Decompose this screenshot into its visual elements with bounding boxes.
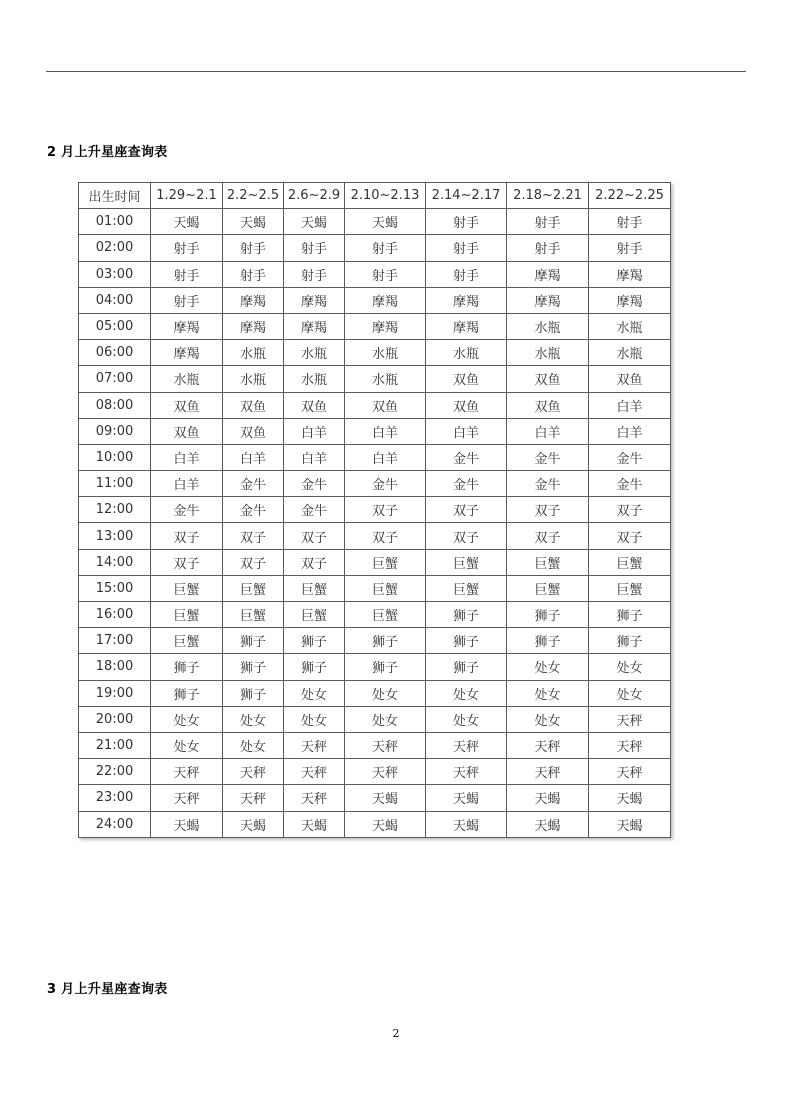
- birth-time-cell: 09:00: [79, 418, 151, 444]
- ascendant-sign-cell: 金牛: [284, 471, 345, 497]
- ascendant-sign-cell: 水瓶: [426, 340, 507, 366]
- table-row: [79, 811, 671, 837]
- ascendant-sign-cell: 狮子: [426, 602, 507, 628]
- ascendant-sign-cell: 摩羯: [507, 261, 589, 287]
- table-row: [79, 654, 671, 680]
- table-row: [79, 575, 671, 601]
- ascendant-sign-cell: 白羊: [284, 418, 345, 444]
- ascendant-sign-cell: 巨蟹: [223, 602, 284, 628]
- table-row: [79, 366, 671, 392]
- ascendant-sign-cell: 双鱼: [223, 392, 284, 418]
- section-title-march: 3 月上升星座查询表: [47, 982, 168, 997]
- ascendant-sign-cell: 金牛: [589, 471, 671, 497]
- ascendant-sign-cell: 巨蟹: [345, 602, 426, 628]
- ascendant-sign-cell: 天蝎: [507, 785, 589, 811]
- ascendant-sign-cell: 双子: [507, 523, 589, 549]
- ascendant-sign-cell: 巨蟹: [345, 549, 426, 575]
- ascendant-sign-cell: 天蝎: [284, 209, 345, 235]
- ascendant-sign-cell: 金牛: [151, 497, 223, 523]
- ascendant-sign-cell: 射手: [284, 261, 345, 287]
- ascendant-sign-cell: 水瓶: [151, 366, 223, 392]
- table-row: [79, 471, 671, 497]
- ascendant-sign-cell: 白羊: [345, 418, 426, 444]
- ascendant-sign-cell: 天蝎: [223, 209, 284, 235]
- ascendant-sign-cell: 射手: [284, 235, 345, 261]
- ascendant-sign-cell: 水瓶: [507, 313, 589, 339]
- ascendant-sign-cell: 巨蟹: [284, 602, 345, 628]
- ascendant-sign-cell: 摩羯: [284, 287, 345, 313]
- birth-time-cell: 22:00: [79, 759, 151, 785]
- table-row: [79, 497, 671, 523]
- ascendant-sign-cell: 处女: [507, 680, 589, 706]
- ascendant-sign-cell: 水瓶: [589, 313, 671, 339]
- table-row: [79, 340, 671, 366]
- ascendant-table: [78, 182, 671, 838]
- ascendant-sign-cell: 双子: [151, 549, 223, 575]
- ascendant-sign-cell: 天秤: [284, 785, 345, 811]
- ascendant-sign-cell: 处女: [223, 732, 284, 758]
- ascendant-sign-cell: 天蝎: [507, 811, 589, 837]
- ascendant-sign-cell: 白羊: [345, 444, 426, 470]
- ascendant-sign-cell: 巨蟹: [589, 549, 671, 575]
- ascendant-sign-cell: 水瓶: [223, 366, 284, 392]
- table-row: [79, 418, 671, 444]
- ascendant-sign-cell: 双鱼: [345, 392, 426, 418]
- ascendant-sign-cell: 金牛: [223, 497, 284, 523]
- ascendant-sign-cell: 双鱼: [507, 392, 589, 418]
- birth-time-cell: 18:00: [79, 654, 151, 680]
- table-row: [79, 680, 671, 706]
- ascendant-sign-cell: 金牛: [284, 497, 345, 523]
- ascendant-sign-cell: 摩羯: [589, 261, 671, 287]
- ascendant-sign-cell: 狮子: [223, 628, 284, 654]
- ascendant-sign-cell: 双子: [284, 523, 345, 549]
- table-row: [79, 287, 671, 313]
- ascendant-sign-cell: 白羊: [151, 444, 223, 470]
- ascendant-sign-cell: 处女: [507, 654, 589, 680]
- ascendant-sign-cell: 处女: [589, 654, 671, 680]
- ascendant-sign-cell: 双子: [426, 523, 507, 549]
- ascendant-sign-cell: 天蝎: [589, 785, 671, 811]
- birth-time-cell: 14:00: [79, 549, 151, 575]
- header-rule: [46, 71, 746, 72]
- ascendant-sign-cell: 处女: [426, 706, 507, 732]
- ascendant-sign-cell: 双鱼: [284, 392, 345, 418]
- ascendant-sign-cell: 狮子: [223, 680, 284, 706]
- ascendant-sign-cell: 双子: [589, 523, 671, 549]
- ascendant-sign-cell: 射手: [151, 261, 223, 287]
- page-number: 2: [392, 1027, 400, 1040]
- ascendant-sign-cell: 双子: [284, 549, 345, 575]
- table-header-row: [79, 183, 671, 209]
- ascendant-sign-cell: 射手: [507, 209, 589, 235]
- ascendant-sign-cell: 白羊: [151, 471, 223, 497]
- birth-time-cell: 16:00: [79, 602, 151, 628]
- ascendant-sign-cell: 天秤: [223, 785, 284, 811]
- birth-time-cell: 24:00: [79, 811, 151, 837]
- ascendant-sign-cell: 巨蟹: [223, 575, 284, 601]
- ascendant-sign-cell: 摩羯: [589, 287, 671, 313]
- ascendant-sign-cell: 天蝎: [426, 785, 507, 811]
- ascendant-sign-cell: 水瓶: [589, 340, 671, 366]
- birth-time-cell: 12:00: [79, 497, 151, 523]
- ascendant-sign-cell: 摩羯: [284, 313, 345, 339]
- table-row: [79, 209, 671, 235]
- ascendant-sign-cell: 天秤: [223, 759, 284, 785]
- ascendant-sign-cell: 天秤: [345, 759, 426, 785]
- column-header: 2.2~2.5: [223, 183, 284, 209]
- ascendant-sign-cell: 双鱼: [151, 418, 223, 444]
- table-row: [79, 628, 671, 654]
- ascendant-sign-cell: 摩羯: [426, 287, 507, 313]
- ascendant-sign-cell: 射手: [345, 235, 426, 261]
- ascendant-sign-cell: 双子: [223, 523, 284, 549]
- ascendant-sign-cell: 天秤: [426, 759, 507, 785]
- ascendant-sign-cell: 双子: [151, 523, 223, 549]
- table-row: [79, 444, 671, 470]
- ascendant-sign-cell: 处女: [151, 732, 223, 758]
- ascendant-sign-cell: 摩羯: [507, 287, 589, 313]
- birth-time-cell: 11:00: [79, 471, 151, 497]
- ascendant-sign-cell: 摩羯: [223, 313, 284, 339]
- ascendant-sign-cell: 白羊: [426, 418, 507, 444]
- ascendant-sign-cell: 天蝎: [284, 811, 345, 837]
- ascendant-sign-cell: 狮子: [589, 602, 671, 628]
- ascendant-sign-cell: 巨蟹: [426, 549, 507, 575]
- ascendant-sign-cell: 射手: [151, 287, 223, 313]
- ascendant-sign-cell: 天秤: [151, 785, 223, 811]
- ascendant-sign-cell: 双鱼: [223, 418, 284, 444]
- column-header: 2.22~2.25: [589, 183, 671, 209]
- ascendant-sign-cell: 天秤: [507, 732, 589, 758]
- ascendant-sign-cell: 射手: [426, 235, 507, 261]
- ascendant-sign-cell: 金牛: [507, 444, 589, 470]
- ascendant-sign-cell: 处女: [151, 706, 223, 732]
- table-row: [79, 313, 671, 339]
- ascendant-table-container: [78, 182, 671, 838]
- birth-time-cell: 10:00: [79, 444, 151, 470]
- ascendant-sign-cell: 巨蟹: [507, 549, 589, 575]
- ascendant-sign-cell: 处女: [223, 706, 284, 732]
- birth-time-cell: 21:00: [79, 732, 151, 758]
- ascendant-sign-cell: 天蝎: [345, 785, 426, 811]
- ascendant-sign-cell: 白羊: [589, 418, 671, 444]
- section-title-february: 2 月上升星座查询表: [47, 145, 168, 160]
- ascendant-sign-cell: 射手: [589, 209, 671, 235]
- ascendant-sign-cell: 水瓶: [223, 340, 284, 366]
- ascendant-sign-cell: 白羊: [507, 418, 589, 444]
- ascendant-sign-cell: 白羊: [589, 392, 671, 418]
- table-row: [79, 785, 671, 811]
- table-row: [79, 732, 671, 758]
- ascendant-sign-cell: 巨蟹: [151, 602, 223, 628]
- ascendant-sign-cell: 双子: [507, 497, 589, 523]
- birth-time-cell: 08:00: [79, 392, 151, 418]
- birth-time-cell: 04:00: [79, 287, 151, 313]
- birth-time-cell: 23:00: [79, 785, 151, 811]
- ascendant-sign-cell: 双子: [345, 523, 426, 549]
- birth-time-cell: 06:00: [79, 340, 151, 366]
- birth-time-cell: 19:00: [79, 680, 151, 706]
- ascendant-sign-cell: 金牛: [345, 471, 426, 497]
- ascendant-sign-cell: 双鱼: [507, 366, 589, 392]
- table-row: [79, 523, 671, 549]
- ascendant-sign-cell: 处女: [426, 680, 507, 706]
- table-row: [79, 706, 671, 732]
- table-row: [79, 235, 671, 261]
- ascendant-sign-cell: 双子: [589, 497, 671, 523]
- ascendant-sign-cell: 巨蟹: [151, 575, 223, 601]
- ascendant-sign-cell: 狮子: [284, 628, 345, 654]
- ascendant-sign-cell: 双子: [426, 497, 507, 523]
- birth-time-cell: 17:00: [79, 628, 151, 654]
- ascendant-sign-cell: 双鱼: [151, 392, 223, 418]
- ascendant-sign-cell: 射手: [589, 235, 671, 261]
- table-row: [79, 392, 671, 418]
- birth-time-cell: 01:00: [79, 209, 151, 235]
- ascendant-sign-cell: 天秤: [507, 759, 589, 785]
- ascendant-sign-cell: 水瓶: [284, 366, 345, 392]
- birth-time-cell: 15:00: [79, 575, 151, 601]
- column-header: 2.6~2.9: [284, 183, 345, 209]
- ascendant-sign-cell: 水瓶: [507, 340, 589, 366]
- ascendant-sign-cell: 双子: [345, 497, 426, 523]
- ascendant-sign-cell: 水瓶: [345, 366, 426, 392]
- ascendant-sign-cell: 狮子: [589, 628, 671, 654]
- ascendant-sign-cell: 天秤: [589, 732, 671, 758]
- ascendant-sign-cell: 巨蟹: [345, 575, 426, 601]
- ascendant-sign-cell: 巨蟹: [284, 575, 345, 601]
- ascendant-sign-cell: 天秤: [589, 759, 671, 785]
- ascendant-sign-cell: 双鱼: [426, 366, 507, 392]
- ascendant-sign-cell: 天秤: [151, 759, 223, 785]
- ascendant-sign-cell: 射手: [426, 209, 507, 235]
- birth-time-cell: 13:00: [79, 523, 151, 549]
- ascendant-sign-cell: 处女: [507, 706, 589, 732]
- ascendant-sign-cell: 天秤: [284, 759, 345, 785]
- ascendant-sign-cell: 天蝎: [426, 811, 507, 837]
- ascendant-sign-cell: 摩羯: [151, 313, 223, 339]
- ascendant-sign-cell: 天秤: [284, 732, 345, 758]
- ascendant-sign-cell: 处女: [345, 706, 426, 732]
- ascendant-sign-cell: 天蝎: [589, 811, 671, 837]
- birth-time-cell: 20:00: [79, 706, 151, 732]
- ascendant-sign-cell: 摩羯: [345, 287, 426, 313]
- ascendant-sign-cell: 双子: [223, 549, 284, 575]
- ascendant-sign-cell: 射手: [151, 235, 223, 261]
- ascendant-sign-cell: 射手: [345, 261, 426, 287]
- ascendant-sign-cell: 天蝎: [151, 209, 223, 235]
- ascendant-sign-cell: 巨蟹: [507, 575, 589, 601]
- ascendant-sign-cell: 摩羯: [426, 313, 507, 339]
- ascendant-sign-cell: 天蝎: [345, 811, 426, 837]
- ascendant-sign-cell: 天秤: [345, 732, 426, 758]
- ascendant-sign-cell: 射手: [223, 235, 284, 261]
- ascendant-sign-cell: 白羊: [223, 444, 284, 470]
- ascendant-sign-cell: 巨蟹: [151, 628, 223, 654]
- ascendant-sign-cell: 天秤: [589, 706, 671, 732]
- ascendant-sign-cell: 狮子: [223, 654, 284, 680]
- birth-time-cell: 02:00: [79, 235, 151, 261]
- ascendant-sign-cell: 摩羯: [151, 340, 223, 366]
- ascendant-sign-cell: 巨蟹: [589, 575, 671, 601]
- column-header: 2.14~2.17: [426, 183, 507, 209]
- table-row: [79, 261, 671, 287]
- ascendant-sign-cell: 水瓶: [345, 340, 426, 366]
- column-header: 2.10~2.13: [345, 183, 426, 209]
- ascendant-sign-cell: 巨蟹: [426, 575, 507, 601]
- ascendant-sign-cell: 处女: [345, 680, 426, 706]
- ascendant-sign-cell: 天蝎: [345, 209, 426, 235]
- ascendant-sign-cell: 金牛: [426, 471, 507, 497]
- table-row: [79, 549, 671, 575]
- table-body: [79, 209, 671, 838]
- ascendant-sign-cell: 金牛: [223, 471, 284, 497]
- ascendant-sign-cell: 金牛: [507, 471, 589, 497]
- ascendant-sign-cell: 射手: [426, 261, 507, 287]
- ascendant-sign-cell: 天蝎: [151, 811, 223, 837]
- ascendant-sign-cell: 狮子: [284, 654, 345, 680]
- ascendant-sign-cell: 射手: [507, 235, 589, 261]
- ascendant-sign-cell: 狮子: [426, 628, 507, 654]
- ascendant-sign-cell: 狮子: [151, 654, 223, 680]
- ascendant-sign-cell: 摩羯: [223, 287, 284, 313]
- ascendant-sign-cell: 双鱼: [589, 366, 671, 392]
- ascendant-sign-cell: 处女: [589, 680, 671, 706]
- ascendant-sign-cell: 双鱼: [426, 392, 507, 418]
- ascendant-sign-cell: 天秤: [426, 732, 507, 758]
- ascendant-sign-cell: 白羊: [284, 444, 345, 470]
- table-row: [79, 759, 671, 785]
- ascendant-sign-cell: 处女: [284, 706, 345, 732]
- ascendant-sign-cell: 天蝎: [223, 811, 284, 837]
- ascendant-sign-cell: 狮子: [507, 628, 589, 654]
- ascendant-sign-cell: 狮子: [345, 628, 426, 654]
- ascendant-sign-cell: 水瓶: [284, 340, 345, 366]
- birth-time-cell: 05:00: [79, 313, 151, 339]
- ascendant-sign-cell: 处女: [284, 680, 345, 706]
- column-header: 1.29~2.1: [151, 183, 223, 209]
- ascendant-sign-cell: 狮子: [151, 680, 223, 706]
- ascendant-sign-cell: 狮子: [426, 654, 507, 680]
- table-row: [79, 602, 671, 628]
- ascendant-sign-cell: 狮子: [345, 654, 426, 680]
- ascendant-sign-cell: 金牛: [426, 444, 507, 470]
- birth-time-cell: 07:00: [79, 366, 151, 392]
- ascendant-sign-cell: 射手: [223, 261, 284, 287]
- ascendant-sign-cell: 金牛: [589, 444, 671, 470]
- column-header: 2.18~2.21: [507, 183, 589, 209]
- column-header: 出生时间: [79, 183, 151, 209]
- birth-time-cell: 03:00: [79, 261, 151, 287]
- ascendant-sign-cell: 狮子: [507, 602, 589, 628]
- ascendant-sign-cell: 摩羯: [345, 313, 426, 339]
